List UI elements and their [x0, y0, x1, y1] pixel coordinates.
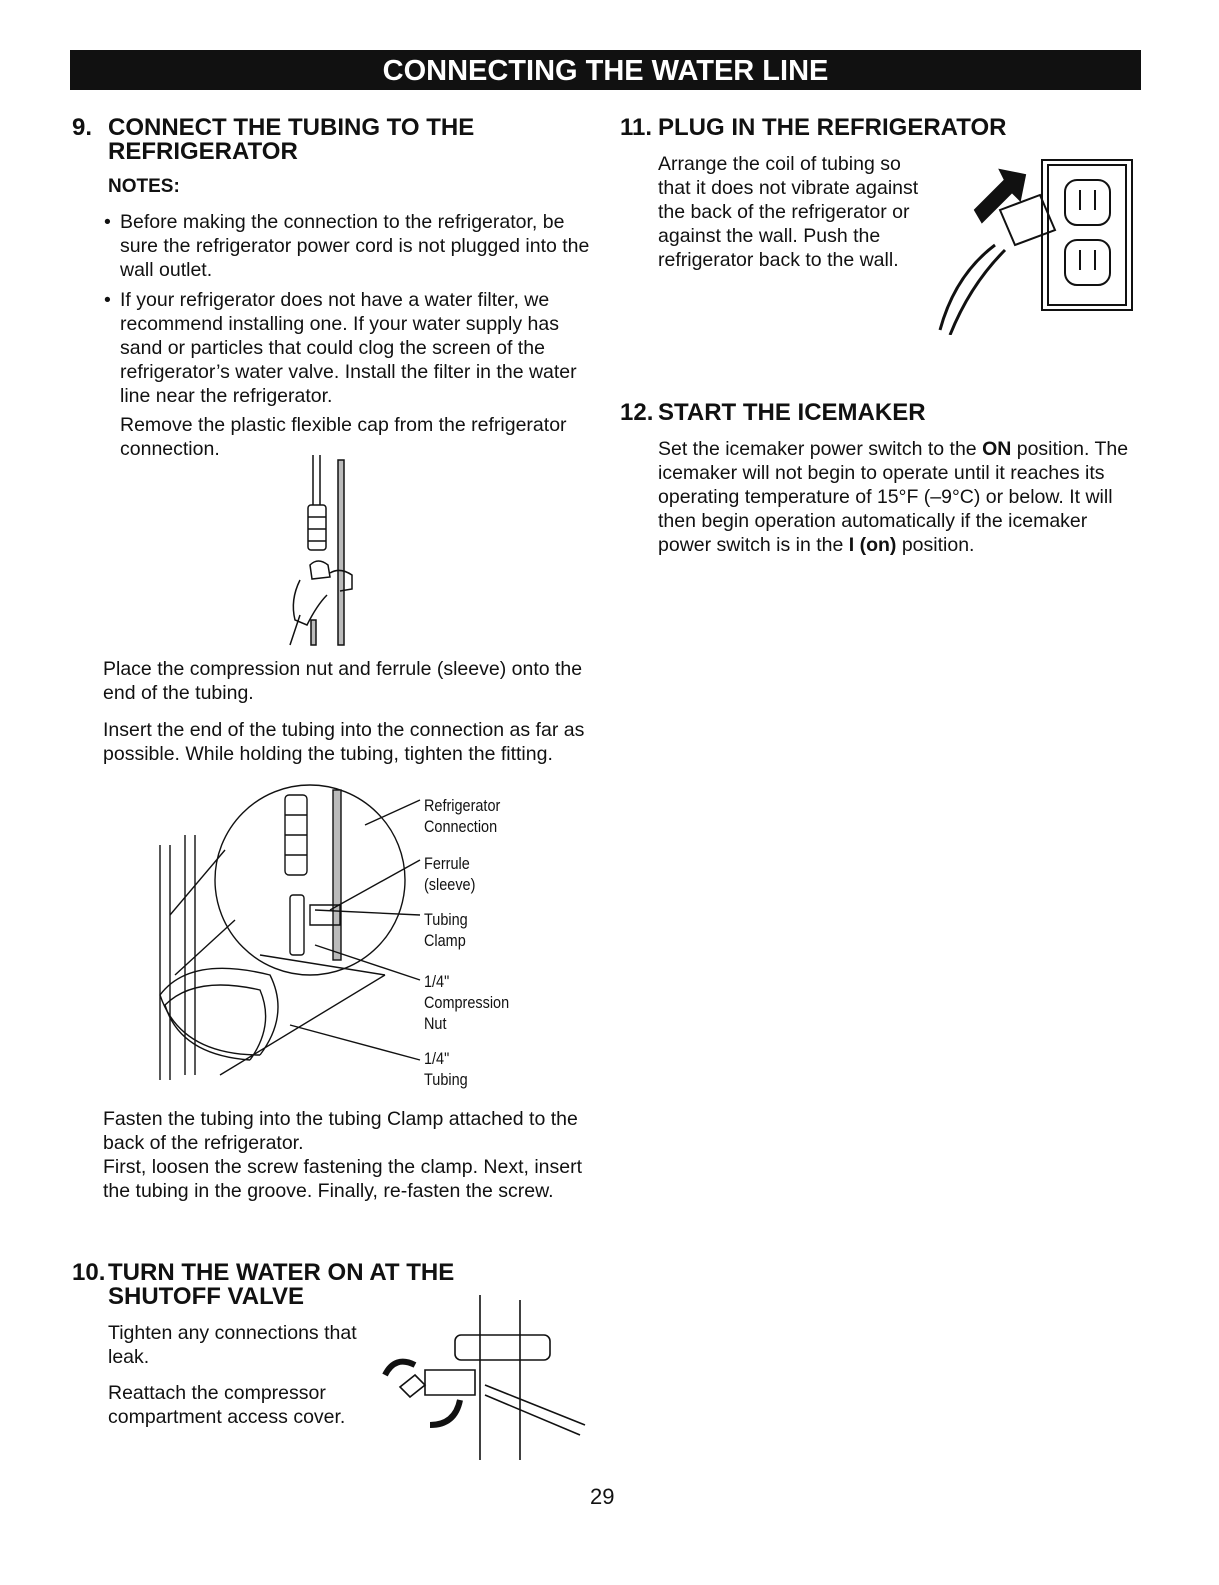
- page-banner: CONNECTING THE WATER LINE: [70, 50, 1141, 90]
- callout-tubing: [424, 1048, 468, 1090]
- section-9-title-line2: REFRIGERATOR: [108, 138, 298, 165]
- icemaker-text-part: position. The icemaker will not begin to operate until it reaches its operating temperature of 15°F (–9°C) or below. It will then begin operation automatically if the icemaker power switch is in the: [658, 438, 1129, 556]
- callout-text: Refrigerator: [424, 796, 501, 815]
- remove-cap-illustration: [280, 455, 370, 650]
- callout-text: Compression: [424, 993, 510, 1012]
- connection-diagram: [140, 775, 430, 1085]
- callout-refrigerator-connection: [424, 795, 500, 837]
- callout-ferrule: [424, 853, 475, 895]
- insert-tubing-text: Insert the end of the tubing into the connection as far as possible. While holding the tubing, tighten the fitting.: [103, 719, 585, 765]
- callout-text: Tubing: [424, 1070, 468, 1089]
- tighten-text: Tighten any connections that leak.: [108, 1322, 357, 1368]
- callout-text: Nut: [424, 1014, 447, 1033]
- icemaker-text-part: Set the icemaker power switch to the: [658, 438, 983, 460]
- section-9-heading: [72, 114, 475, 165]
- section-10-title-line1: TURN THE WATER ON AT THE: [108, 1259, 455, 1286]
- callout-text: Ferrule: [424, 854, 470, 873]
- on-label: ON: [982, 438, 1012, 460]
- section-9-title-line1: CONNECT THE TUBING TO THE: [108, 114, 475, 141]
- callout-text: 1/4": [424, 1049, 450, 1068]
- plug-outlet-illustration: [930, 155, 1135, 335]
- section-10-title-line2: SHUTOFF VALVE: [108, 1283, 305, 1310]
- section-11-number: 11.: [620, 114, 653, 141]
- callout-text: Clamp: [424, 931, 466, 950]
- callout-tubing-clamp: [424, 909, 468, 951]
- page-number: 29: [590, 1484, 615, 1509]
- arrange-coil-text: Arrange the coil of tubing so that it does not vibrate against the back of the refrigerator or against the wall. Push the refrigerator back to the wall.: [658, 153, 919, 271]
- callout-text: Connection: [424, 817, 498, 836]
- section-11-title: PLUG IN THE REFRIGERATOR: [658, 114, 1007, 141]
- callout-text: 1/4": [424, 972, 450, 991]
- remove-cap-text: Remove the plastic flexible cap from the refrigerator connection.: [120, 414, 567, 460]
- place-nut-text: Place the compression nut and ferrule (sleeve) onto the end of the tubing.: [103, 658, 583, 704]
- section-9-number: 9.: [72, 114, 93, 141]
- notes-label: NOTES:: [108, 176, 180, 197]
- shutoff-valve-illustration: [375, 1295, 590, 1465]
- section-12-number: 12.: [620, 399, 654, 426]
- note-item: • If your refrigerator does not have a water filter, we recommend installing one. If your water supply has sand or particles that could clog the screen of the refrigerator’s water valve. Install the filter in the water line near the refrigerator.: [120, 288, 590, 408]
- section-10-number: 10.: [72, 1259, 106, 1286]
- callout-text: Tubing: [424, 910, 468, 929]
- icemaker-text: [658, 437, 1138, 557]
- loosen-screw-text: First, loosen the screw fastening the clamp. Next, insert the tubing in the groove. Finally, re-fasten the screw.: [103, 1156, 583, 1202]
- fasten-text: Fasten the tubing into the tubing Clamp attached to the back of the refrigerator.: [103, 1108, 578, 1154]
- callout-text: (sleeve): [424, 875, 476, 894]
- callout-compression-nut: [424, 971, 509, 1034]
- section-11-heading: [620, 114, 1007, 141]
- section-12-heading: [620, 399, 926, 426]
- section-12-title: START THE ICEMAKER: [658, 399, 926, 426]
- icemaker-text-part: position.: [896, 534, 975, 556]
- reattach-text: Reattach the compressor compartment access cover.: [108, 1382, 346, 1428]
- notes-list: [120, 210, 590, 414]
- i-on-label: I (on): [848, 534, 897, 556]
- note-item: • Before making the connection to the refrigerator, be sure the refrigerator power cord is not plugged into the wall outlet.: [120, 210, 590, 282]
- section-10-heading: [72, 1259, 455, 1310]
